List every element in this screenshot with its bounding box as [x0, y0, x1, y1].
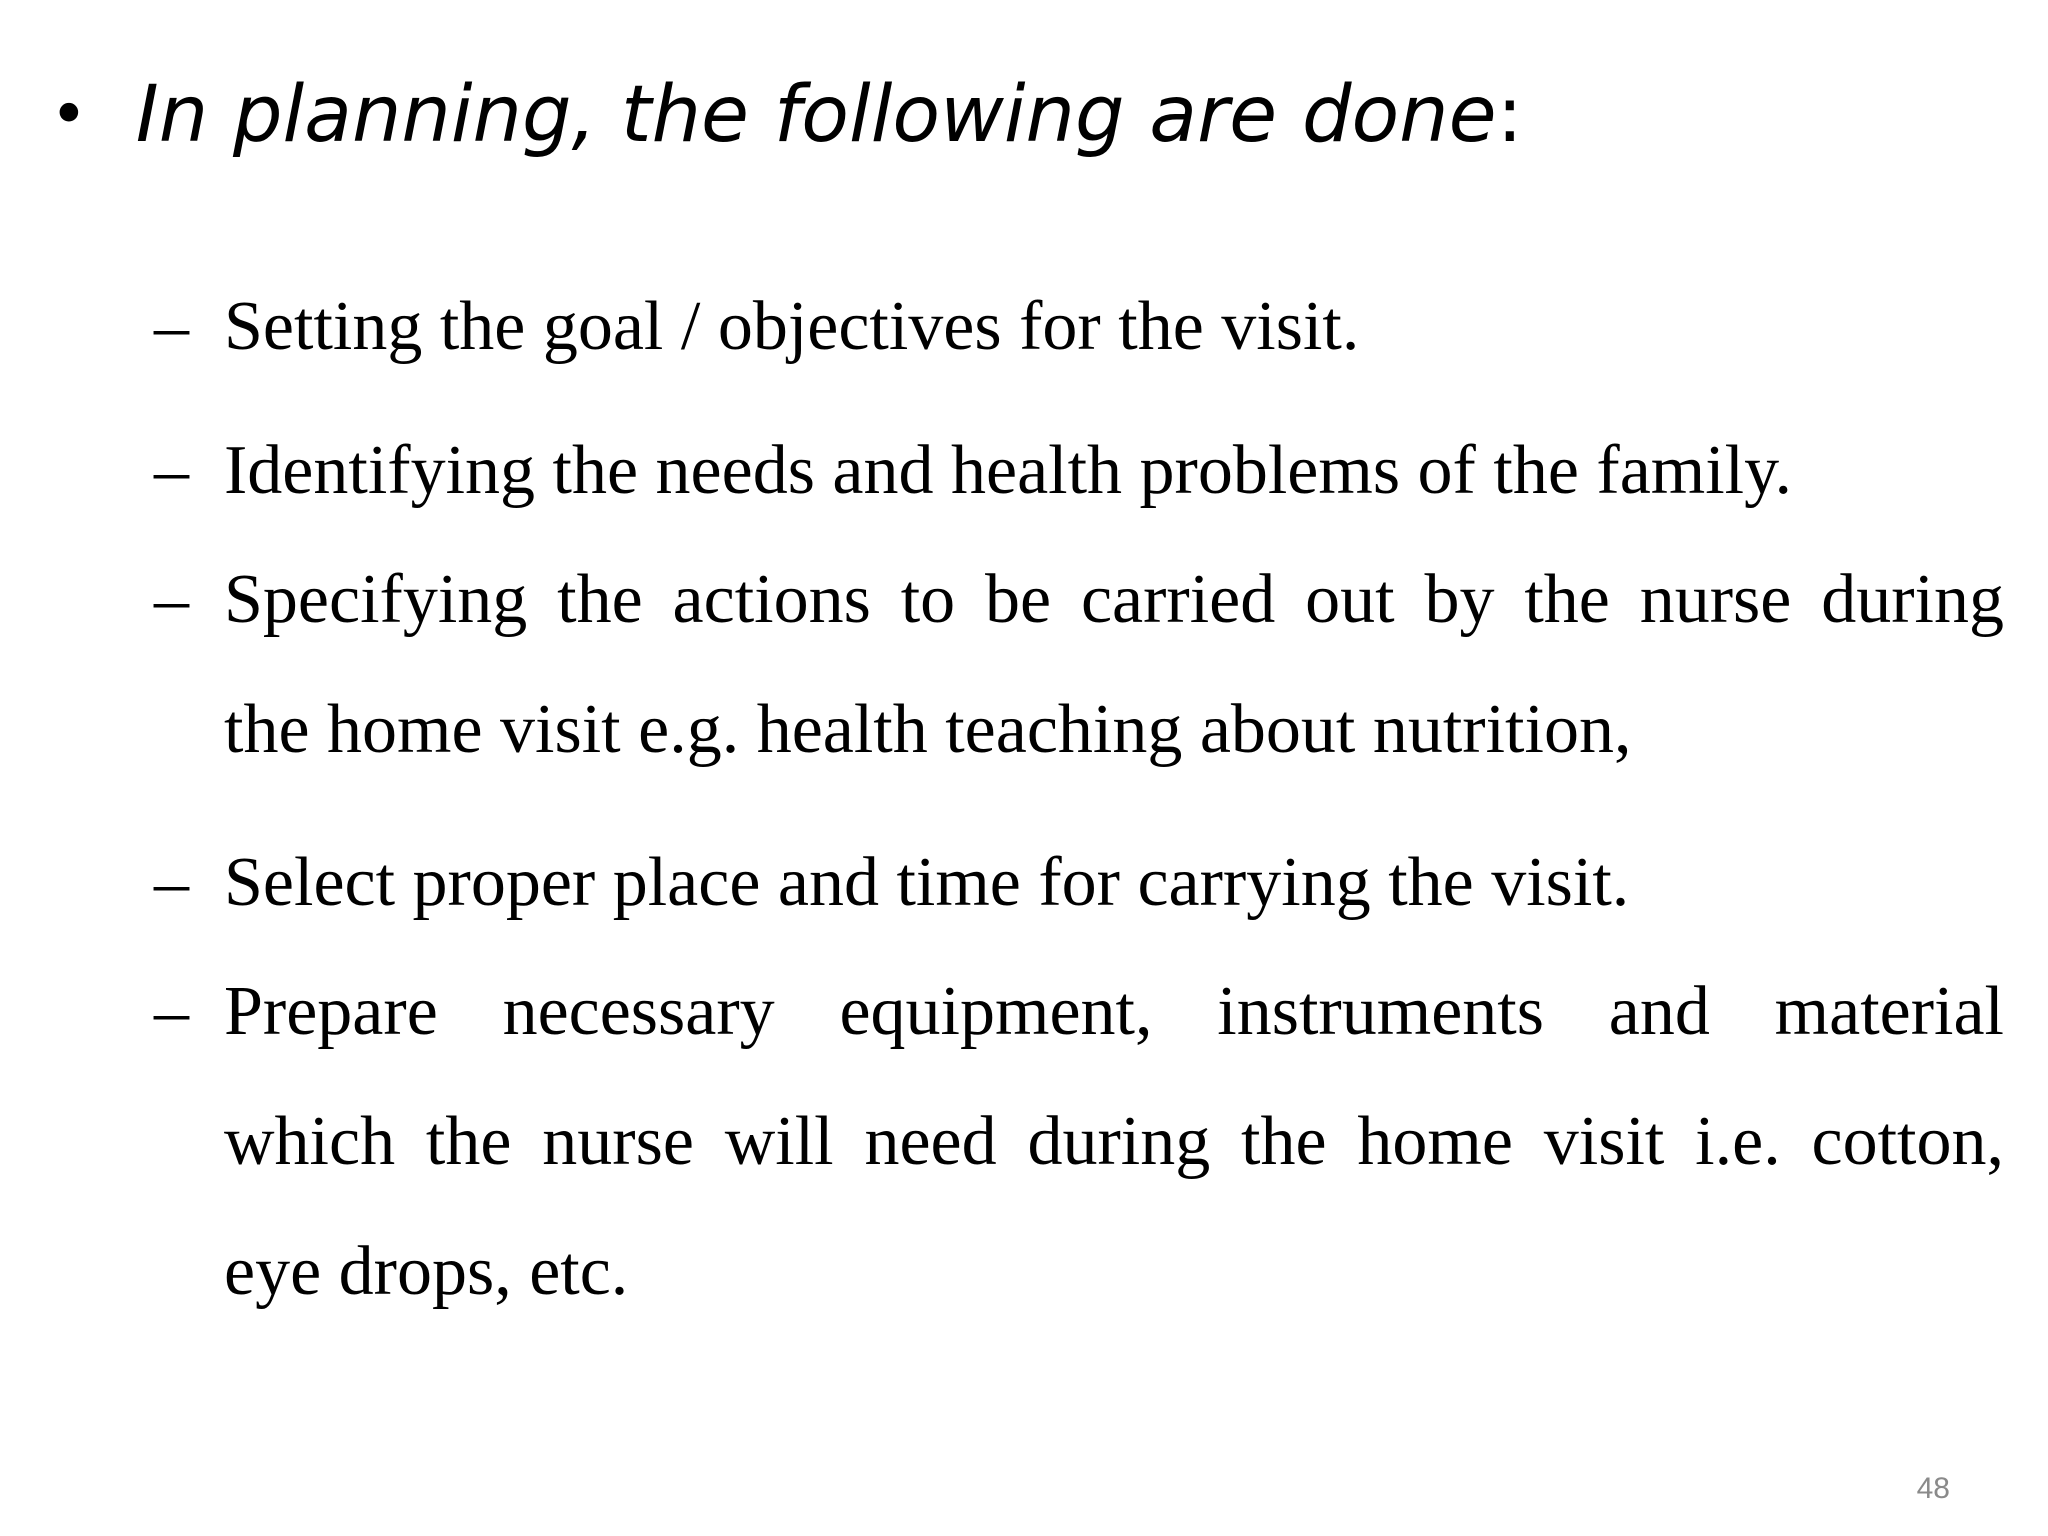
list-item — [154, 406, 2004, 536]
list-item-text — [224, 535, 2004, 795]
dash-icon: – — [154, 288, 189, 365]
list-item-line: Prepare necessary equipment, instruments and material — [224, 973, 2004, 1050]
list-item-text — [224, 947, 2004, 1337]
list-item-line: the home visit e.g. health teaching about nutrition, — [224, 691, 1632, 768]
list-item-line: eye drops, etc. — [224, 1233, 629, 1310]
list-item — [154, 262, 2004, 392]
list-item-line: which the nurse will need during the home visit i.e. cotton, — [224, 1103, 2004, 1180]
list-item-text: Select proper place and time for carrying the visit. — [224, 844, 1630, 921]
dash-icon: – — [154, 973, 189, 1050]
page-number: 48 — [1916, 1472, 1950, 1505]
list-item — [154, 818, 2004, 948]
bullet-icon: • — [50, 78, 88, 152]
list-item-text: Identifying the needs and health problems of the family. — [224, 432, 1793, 509]
title-colon: : — [1496, 70, 1523, 160]
dash-icon: – — [154, 561, 189, 638]
list-item — [154, 535, 2004, 795]
slide-title — [50, 60, 1523, 170]
dash-icon: – — [154, 432, 189, 509]
list-item — [154, 947, 2004, 1337]
list-item-line: Specifying the actions to be carried out by the nurse during — [224, 561, 2004, 638]
dash-icon: – — [154, 844, 189, 921]
list-item-text: Setting the goal / objectives for the visit. — [224, 288, 1360, 365]
title-text: In planning, the following are done — [135, 70, 1497, 160]
